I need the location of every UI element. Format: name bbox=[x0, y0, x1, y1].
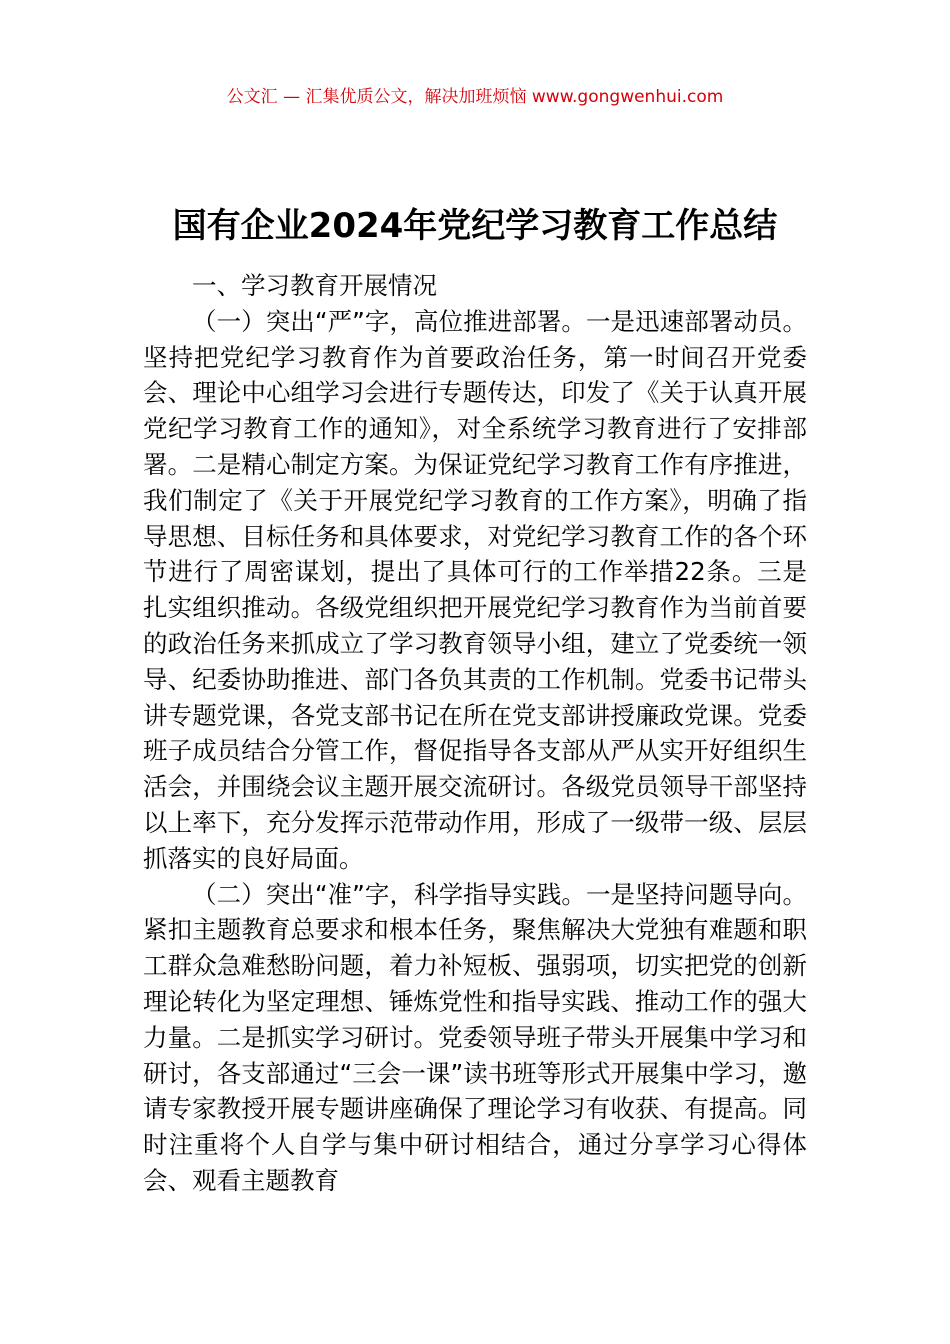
document-title: 国有企业2024年党纪学习教育工作总结 bbox=[172, 205, 778, 246]
header-banner: 公文汇 — 汇集优质公文，解决加班烦恼 www.gongwenhui.com bbox=[226, 87, 724, 107]
paragraph: （二）突出“准”字，科学指导实践。一是坚持问题导向。紧扣主题教育总要求和根本任务，聚焦解决大党独有难题和职工群众急难愁盼问题，着力补短板、强弱项，切实把党的创新理论转化为坚定理想、锤炼党性和指导实践、推动工作的强大力量。二是抓实学习研讨。党委领导班子带头开展集中学习和研讨，各支部通过“三会一课”读书班等形式开展集中学习，邀请专家教授开展专题讲座确保了理论学习有收获、有提高。同时注重将个人自学与集中研讨相结合，通过分享学习心得体会、观看主题教育 bbox=[143, 879, 807, 1195]
paragraph: （一）突出“严”字，高位推进部署。一是迅速部署动员。坚持把党纪学习教育作为首要政治任务，第一时间召开党委会、理论中心组学习会进行专题传达，印发了《关于认真开展党纪学习教育工作的通知》，对全系统学习教育进行了安排部署。二是精心制定方案。为保证党纪学习教育工作有序推进，我们制定了《关于开展党纪学习教育的工作方案》，明确了指导思想、目标任务和具体要求，对党纪学习教育工作的各个环节进行了周密谋划，提出了具体可行的工作举措22条。三是扎实组织推动。各级党组织把开展党纪学习教育作为当前首要的政治任务来抓成立了学习教育领导小组，建立了党委统一领导、纪委协助推进、部门各负其责的工作机制。党委书记带头讲专题党课，各党支部书记在所在党支部讲授廉政党课。党委班子成员结合分管工作，督促指导各支部从严从实开好组织生活会，并围绕会议主题开展交流研讨。各级党员领导干部坚持以上率下，充分发挥示范带动作用，形成了一级带一级、层层抓落实的良好局面。 bbox=[143, 306, 807, 873]
section-heading: 一、学习教育开展情况 bbox=[192, 271, 437, 300]
document-body bbox=[143, 268, 807, 1199]
